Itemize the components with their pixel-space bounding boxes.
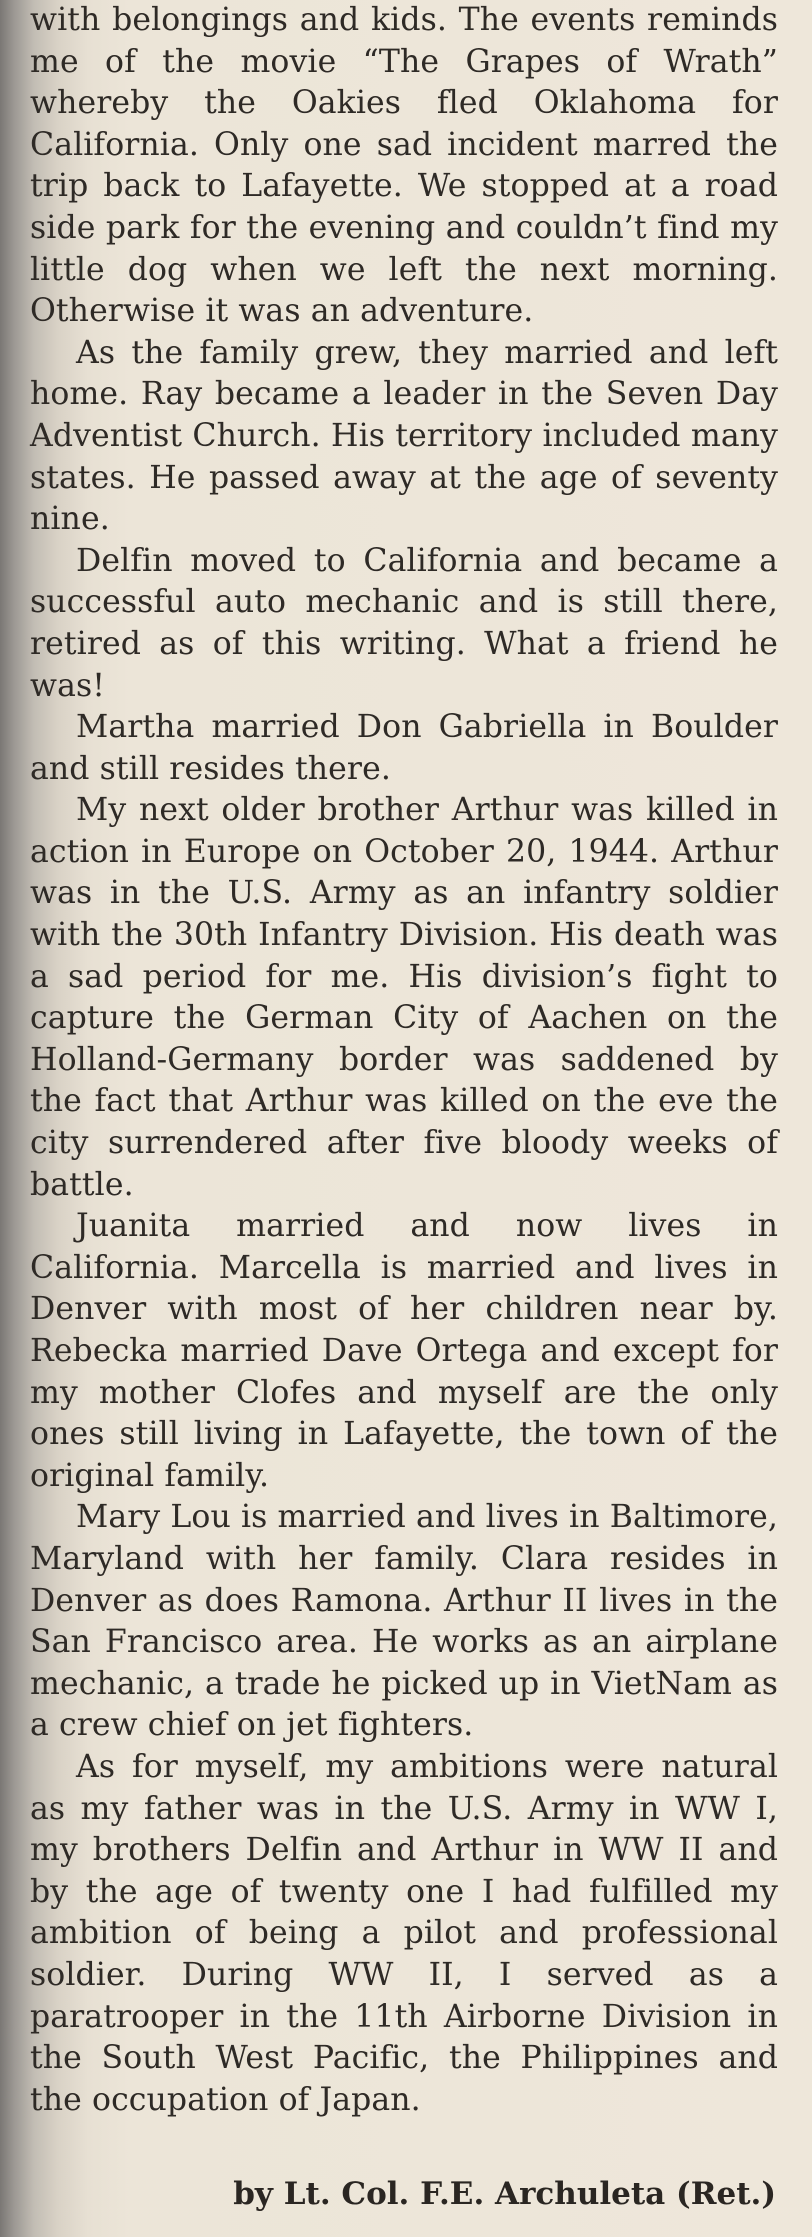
paragraph-martha: Martha married Don Gabriella in Boulder and still resides there.: [30, 709, 778, 787]
paragraph-arthur: My next older brother Arthur was killed in action in Europe on October 20, 1944. Arthur was in the U.S. Army as an infantry soldier with the 30th Infantry Division. His death was a sad period for me. His division’s fight to capture the German City of Aachen on the Holland-Germany border was saddened by the fact that Arthur was killed on the eve the city surrendered after five bloody weeks of battle.: [30, 792, 778, 1203]
author-byline: by Lt. Col. F.E. Archuleta (Ret.): [233, 2176, 776, 2212]
paragraph-belongings: with belongings and kids. The events reminds me of the movie “The Grapes of Wrath” whereby the Oakies fled Oklahoma for California. Only one sad incident marred the trip back to Lafayette. We stopped at a road side park for the evening and couldn’t find my little dog when we left the next morning. Otherwise it was an adventure.: [30, 2, 778, 330]
paragraph-family-grew: As the family grew, they married and left home. Ray became a leader in the Seven Day Adventist Church. His territory included many states. He passed away at the age of seventy nine.: [30, 334, 778, 538]
paragraph-myself: As for myself, my ambitions were natural as my father was in the U.S. Army in WW I, my brothers Delfin and Arthur in WW II and by the age of twenty one I had fulfilled my ambition of being a pilot and professional soldier. During WW II, I served as a paratrooper in the 11th Airborne Division in the South West Pacific, the Philippines and the occupation of Japan.: [30, 1748, 778, 2118]
article-column: [30, 0, 778, 2121]
paragraph-mary-lou: Mary Lou is married and lives in Baltimore, Maryland with her family. Clara resides in Denver as does Ramona. Arthur II lives in the San Francisco area. He works as an airplane mechanic, a trade he picked up in VietNam as a crew chief on jet fighters.: [30, 1499, 778, 1744]
paragraph-juanita: Juanita married and now lives in California. Marcella is married and lives in Denver with most of her children near by. Rebecka married Dave Ortega and except for my mother Clofes and myself are the only ones still living in Lafayette, the town of the original family.: [30, 1208, 778, 1494]
paragraph-delfin: Delfin moved to California and became a successful auto mechanic and is still there, retired as of this writing. What a friend he was!: [30, 542, 778, 704]
